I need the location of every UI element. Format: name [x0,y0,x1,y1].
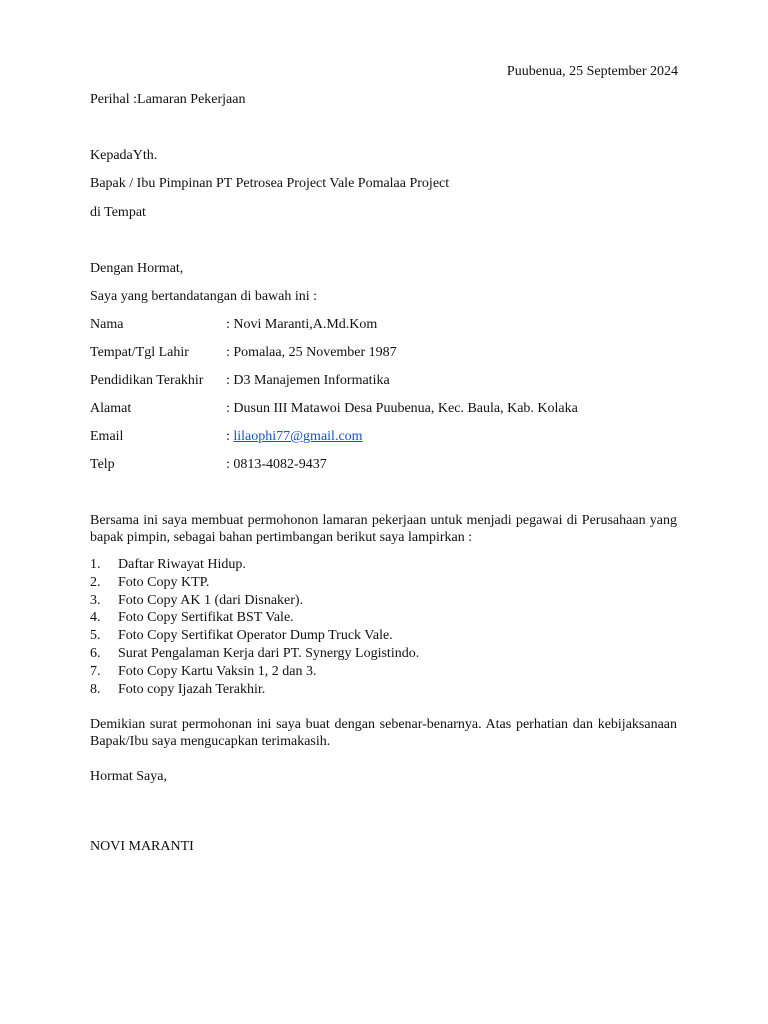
list-item [90,663,677,681]
list-item [90,645,677,663]
list-item-text: Foto Copy AK 1 (dari Disnaker). [118,592,304,608]
list-item-number: 2. [90,574,101,590]
signature-name: NOVI MARANTI [90,839,194,854]
list-item [90,681,677,699]
detail-label-phone: Telp [90,457,115,472]
detail-value-name: : Novi Maranti,A.Md.Kom [226,317,378,332]
list-item [90,556,677,574]
list-item-number: 3. [90,592,101,608]
attachment-list [90,556,677,698]
list-item-text: Foto Copy Sertifikat BST Vale. [118,610,294,626]
detail-label-name: Nama [90,317,124,332]
list-item-number: 6. [90,645,101,661]
intro-line: Saya yang bertandatangan di bawah ini : [90,289,318,304]
recipient-line-1: KepadaYth. [90,148,158,163]
detail-value-education: : D3 Manajemen Informatika [226,373,390,388]
list-item-number: 7. [90,663,101,679]
detail-value-phone: : 0813-4082-9437 [226,457,327,472]
list-item [90,574,677,592]
list-item-number: 1. [90,557,101,572]
list-item-text: Foto copy Ijazah Terakhir. [118,681,266,697]
email-prefix: : [226,429,234,444]
closing-salutation: Hormat Saya, [90,769,167,784]
list-item-number: 5. [90,628,101,644]
list-item-text: Foto Copy Kartu Vaksin 1, 2 dan 3. [118,663,317,679]
list-item-text: Daftar Riwayat Hidup. [118,557,246,572]
list-item-number: 8. [90,681,101,697]
greeting: Dengan Hormat, [90,261,184,276]
recipient-line-3: di Tempat [90,205,146,220]
body-paragraph-1: Bersama ini saya membuat permohonon lamaran pekerjaan untuk menjadi pegawai di Perusahaan yang bapak pimpin, sebagai bahan pertimbangan berikut saya lampirkan : [90,513,677,545]
detail-value-birth: : Pomalaa, 25 November 1987 [226,345,397,360]
detail-label-address: Alamat [90,401,132,416]
detail-label-birth: Tempat/Tgl Lahir [90,345,189,360]
detail-label-email: Email [90,429,124,444]
date-line: Puubenua, 25 September 2024 [506,64,678,79]
email-link[interactable]: lilaophi77@gmail.com [233,429,363,444]
detail-label-education: Pendidikan Terakhir [90,373,204,388]
detail-value-address: : Dusun III Matawoi Desa Puubenua, Kec. Baula, Kab. Kolaka [226,401,578,416]
list-item-text: Foto Copy KTP. [118,574,210,590]
list-item-text: Surat Pengalaman Kerja dari PT. Synergy Logistindo. [118,645,420,661]
list-item-text: Foto Copy Sertifikat Operator Dump Truck Vale. [118,628,393,644]
body-paragraph-2: Demikian surat permohonan ini saya buat dengan sebenar-benarnya. Atas perhatian dan kebijaksanaan Bapak/Ibu saya mengucapkan terimakasih. [90,717,677,749]
list-item [90,592,677,610]
list-item [90,627,677,645]
detail-value-email [226,428,363,446]
list-item-number: 4. [90,610,101,626]
recipient-line-2: Bapak / Ibu Pimpinan PT Petrosea Project Vale Pomalaa Project [90,176,450,191]
subject-line: Perihal :Lamaran Pekerjaan [90,92,246,107]
list-item [90,609,677,627]
